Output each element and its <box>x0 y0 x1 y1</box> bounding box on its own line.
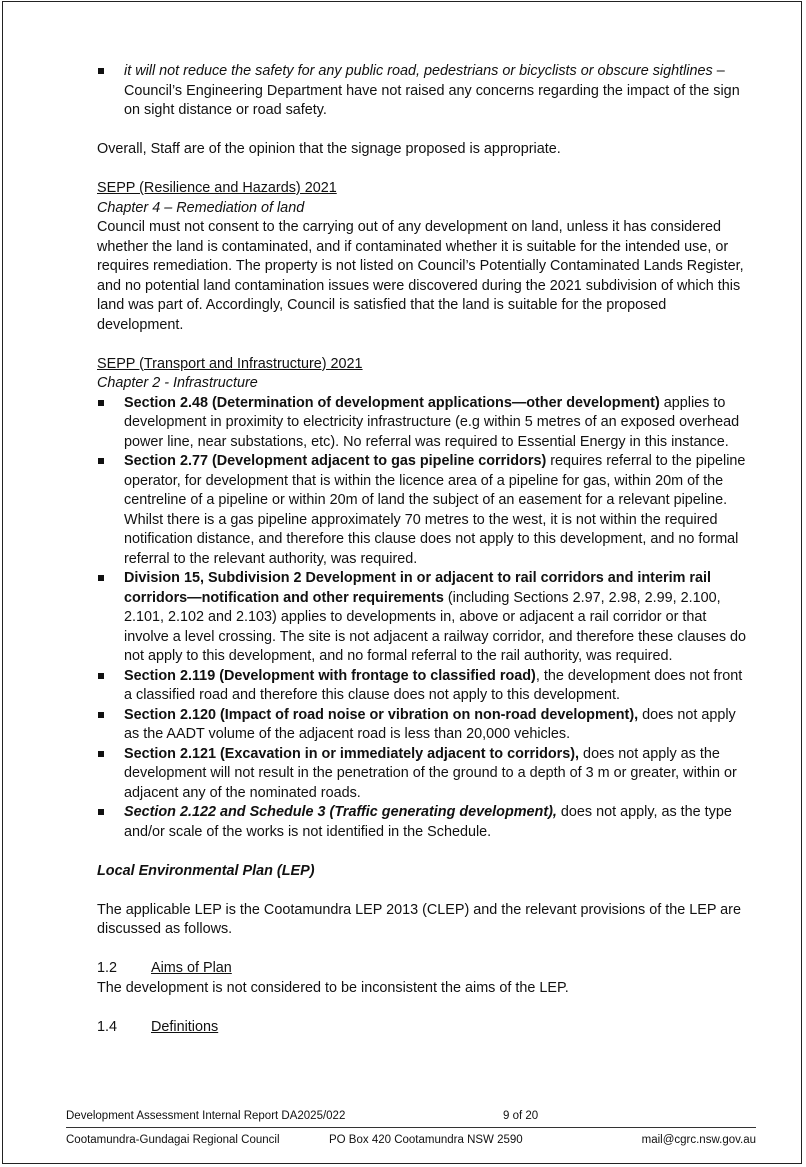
item-bold-text: Section 2.120 (Impact of road noise or vibration on non-road development), <box>124 706 639 723</box>
item-bold-text: Section 2.77 (Development adjacent to gas pipeline corridors) <box>124 453 547 469</box>
item-bold-text: Section 2.48 (Determination of development applications—other development) <box>124 394 660 411</box>
item-text: (including Sections 2.97, 2.98, 2.99, 2.100, 2.101, 2.102 and 2.103) applies to developments in, above or adjacent a rail corridor or that involve a level crossing. The site is not adjacent a railway corridor, and therefore these clauses do not apply to this development, and no formal referral to the rail authority, was required. <box>124 589 747 664</box>
list-item <box>97 62 747 121</box>
item-text: applies to development in proximity to electricity infrastructure (e.g within 5 metres of an exposed overhead power line, near substations, etc). No referral was required to Essential Energy in this instance. <box>124 394 740 450</box>
document-body <box>97 62 747 1037</box>
lep-heading: Local Environmental Plan (LEP) <box>97 862 315 879</box>
item-bold-italic-text: Section 2.122 and Schedule 3 (Traffic generating development), <box>124 804 557 820</box>
sepp-resilience-body: Council must not consent to the carrying out of any development on land, unless it has considered whether the land is contaminated, and if contaminated whether it is suitable for the intended use, or requires remediation. The property is not listed on Council’s Potentially Contaminated Lands Register, and no potential land contamination issues were discovered during the 2021 subdivision of which this land was part of. Accordingly, Council is satisfied that the land is suitable for the proposed development. <box>97 219 744 333</box>
list-item <box>97 667 747 706</box>
item-text: requires referral to the pipeline operator, for development that is within the licence area of a pipeline for gas, within 20m of the centreline of a pipeline or within 20m of land the subject of an easement for a relevant pipeline. Whilst there is a gas pipeline approximately 70 metres to the west, it is not within the required notification distance, and therefore this clause does not apply to this development, and no formal referral to the relevant authority, was required. <box>124 453 746 567</box>
bullet-text: – Council’s Engineering Department have not raised any concerns regarding the impact of the sign on sight distance or road safety. <box>124 63 740 118</box>
footer-email: mail@cgrc.nsw.gov.au <box>641 1134 756 1146</box>
list-item <box>97 706 747 745</box>
overall-paragraph: Overall, Staff are of the opinion that the signage proposed is appropriate. <box>97 141 561 157</box>
section-number: 1.4 <box>97 1018 118 1035</box>
item-text: does not apply, as the type and/or scale of the works is not identified in the Schedule. <box>124 804 732 840</box>
item-text: does not apply as the development will not result in the penetration of the ground to a depth of 3 m or greater, within or adjacent any of the nominated roads. <box>124 745 737 801</box>
lep-intro: The applicable LEP is the Cootamundra LEP 2013 (CLEP) and the relevant provisions of the LEP are discussed as follows. <box>97 901 741 937</box>
item-bold-text: Section 2.121 (Excavation in or immediately adjacent to corridors), <box>124 745 580 762</box>
list-item <box>97 394 747 453</box>
footer-address: PO Box 420 Cootamundra NSW 2590 <box>329 1134 523 1146</box>
list-item <box>97 452 747 569</box>
sepp-resilience-chapter: Chapter 4 – Remediation of land <box>97 199 305 216</box>
sepp-transport-heading: SEPP (Transport and Infrastructure) 2021 <box>97 355 363 372</box>
footer-report-title: Development Assessment Internal Report DA2025/022 <box>66 1110 346 1122</box>
item-text: , the development does not front a classified road and therefore this clause does not apply to this development. <box>124 667 743 703</box>
list-item <box>97 745 747 804</box>
intro-bullet-list <box>97 62 747 121</box>
item-bold-text: Section 2.119 (Development with frontage to classified road) <box>124 667 536 684</box>
bullet-italic-text: it will not reduce the safety for any public road, pedestrians or bicyclists or obscure sightlines <box>124 63 713 79</box>
section-1-4-heading <box>97 1018 747 1038</box>
footer-page-number: 9 of 20 <box>503 1110 539 1122</box>
section-1-2-heading <box>97 959 747 979</box>
item-bold-text: Division 15, Subdivision 2 Development in or adjacent to rail corridors and interim rail corridors—notification and other requirements <box>124 570 711 606</box>
section-1-2-body: The development is not considered to be inconsistent the aims of the LEP. <box>97 979 569 996</box>
section-number: 1.2 <box>97 960 118 976</box>
sepp-transport-list <box>97 394 747 843</box>
footer-council-name: Cootamundra-Gundagai Regional Council <box>66 1134 280 1146</box>
list-item <box>97 803 747 842</box>
list-item <box>97 569 747 667</box>
item-text: does not apply as the AADT volume of the adjacent road is less than 20,000 vehicles. <box>124 706 736 742</box>
sepp-transport-chapter: Chapter 2 - Infrastructure <box>97 375 258 391</box>
footer-divider <box>66 1127 756 1128</box>
section-title: Aims of Plan <box>151 960 232 976</box>
sepp-resilience-heading: SEPP (Resilience and Hazards) 2021 <box>97 180 337 196</box>
section-title: Definitions <box>151 1018 219 1035</box>
